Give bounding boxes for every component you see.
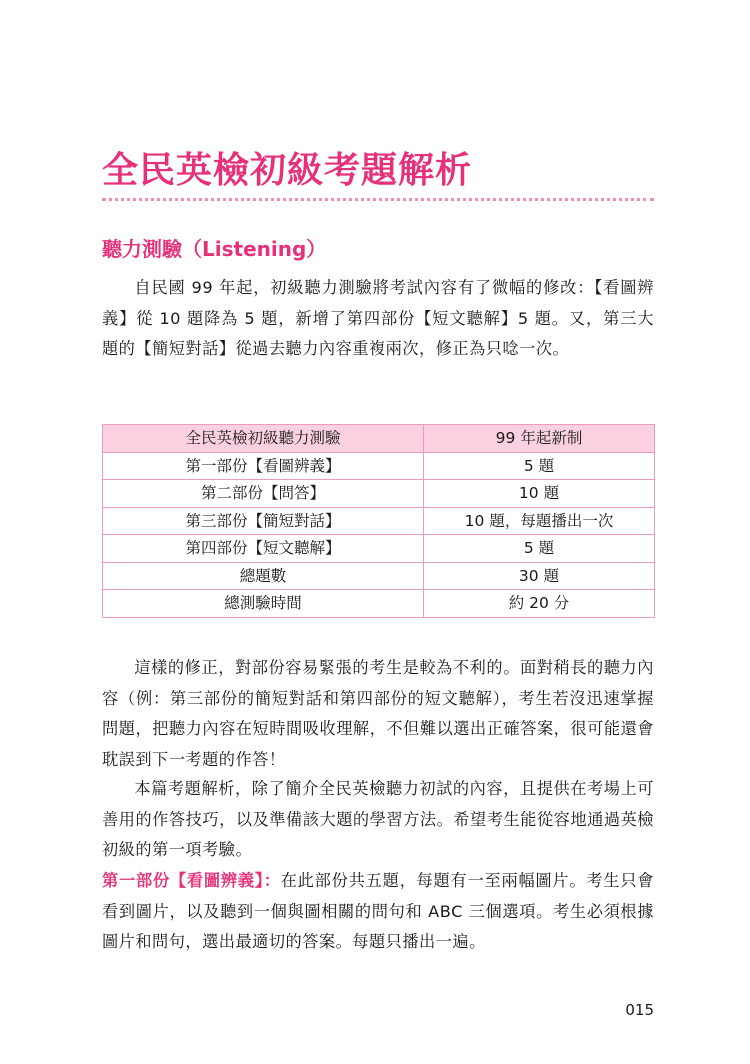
table-cell: 約 20 分 [424,590,655,618]
table-cell: 總測驗時間 [103,590,424,618]
title-dotted-divider [102,198,654,201]
table-cell: 30 題 [424,562,655,590]
table-row [103,562,655,590]
table-cell: 第二部份【問答】 [103,480,424,508]
table-cell: 5 題 [424,452,655,480]
table-header-cell: 99 年起新制 [424,425,655,453]
section-heading: 聽力測驗（Listening） [102,237,327,261]
table-header-cell: 全民英檢初級聽力測驗 [103,425,424,453]
table-cell: 5 題 [424,535,655,563]
intro-paragraph: 自民國 99 年起，初級聽力測驗將考試內容有了微幅的修改：【看圖辨義】從 10 題降為 5 題，新增了第四部份【短文聽解】5 題。又，第三大題的【簡短對話】從過去聽力內容重複兩次，修正為只唸一次。 [102,278,654,358]
page-number: 015 [625,1001,654,1019]
table-row [103,452,655,480]
page-title: 全民英檢初級考題解析 [102,149,473,191]
table-cell: 10 題，每題播出一次 [424,507,655,535]
table-row [103,535,655,563]
table-cell: 第三部份【簡短對話】 [103,507,424,535]
paragraph-overview: 本篇考題解析，除了簡介全民英檢聽力初試的內容，且提供在考場上可善用的作答技巧，以及準備該大題的學習方法。希望考生能從容地通過英檢初級的第一項考驗。 [102,779,654,859]
paragraph-part-one [102,866,654,958]
table-row [103,480,655,508]
table-row [103,507,655,535]
table-cell: 總題數 [103,562,424,590]
part-one-text: 在此部份共五題，每題有一至兩幅圖片。考生只會看到圖片，以及聽到一個與圖相關的問句和 ABC 三個選項。考生必須根據圖片和問句，選出最適切的答案。每題只播出一遍。 [102,871,654,951]
part-one-label: 第一部份【看圖辨義】： [102,871,281,890]
table-cell: 10 題 [424,480,655,508]
table-row [103,590,655,618]
table-cell: 第四部份【短文聽解】 [103,535,424,563]
table-cell: 第一部份【看圖辨義】 [103,452,424,480]
listening-test-table [102,424,655,618]
table-header-row [103,425,655,453]
paragraph-difficulty: 這樣的修正，對部份容易緊張的考生是較為不利的。面對稍長的聽力內容（例：第三部份的簡短對話和第四部份的短文聽解），考生若沒迅速掌握問題，把聽力內容在短時間吸收理解，不但難以選出正確答案，很可能還會耽誤到下一考題的作答！ [102,658,654,769]
